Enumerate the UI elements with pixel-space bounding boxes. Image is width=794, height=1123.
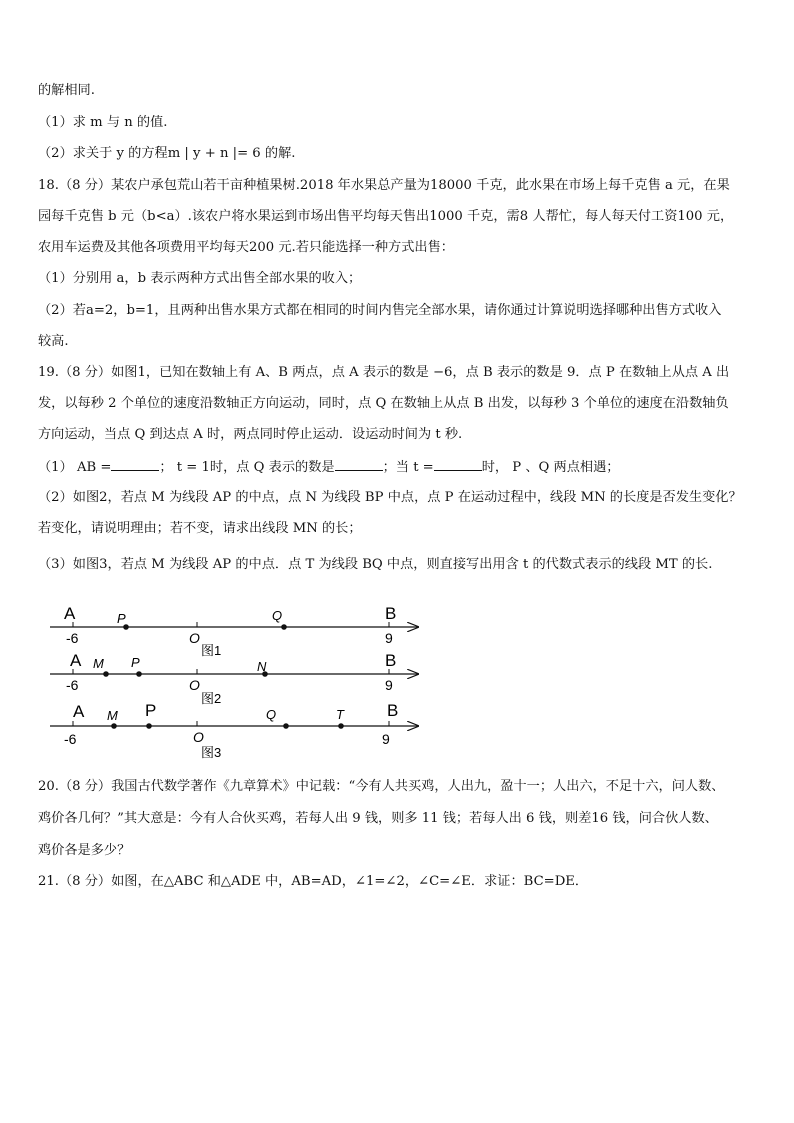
fig1-label-o: O — [189, 630, 200, 646]
q18-line1: 18.（8 分）某农户承包荒山若干亩种植果树.2018 年水果总产量为18000 千克，此水果在市场上每千克售 a 元，在果 — [38, 178, 730, 193]
figure-2 — [50, 651, 418, 706]
fig3-point-q — [283, 723, 289, 729]
fig1-label-q: Q — [272, 608, 283, 623]
q17-part2: （2）求关于 y 的方程m | y + n |= 6 的解. — [38, 146, 296, 161]
fig1-label-9: 9 — [385, 630, 393, 646]
q18-line2: 园每千克售 b 元（b<a）.该农户将水果运到市场出售平均每天售出1000 千克，需8 人帮忙，每人每天付工资100 元， — [38, 209, 734, 224]
figure-1 — [50, 604, 418, 658]
fig2-label-o: O — [189, 677, 200, 693]
fig3-point-p — [146, 723, 152, 729]
q19-part1-d: 时， P 、Q 两点相遇； — [481, 460, 620, 475]
q19-part2a: （2）如图2，若点 M 为线段 AP 的中点，点 N 为线段 BP 中点，点 P 在运动过程中，线段 MN 的长度是否发生变化？ — [38, 490, 742, 505]
fig3-point-m — [111, 723, 117, 729]
q19-part3: （3）如图3，若点 M 为线段 AP 的中点．点 T 为线段 BQ 中点，则直接写出用含 t 的代数式表示的线段 MT 的长. — [38, 557, 713, 572]
fig1-label-b: B — [385, 604, 397, 623]
q19-part1-a: （1） AB = — [38, 460, 112, 475]
fig1-point-q — [281, 624, 287, 630]
fig3-label-b: B — [387, 701, 399, 720]
q19-part2b: 若变化，请说明理由；若不变，请求出线段 MN 的长； — [38, 521, 362, 536]
fig3-label-q: Q — [266, 707, 277, 722]
q20-line3: 鸡价各是多少？ — [38, 843, 131, 858]
fig3-label-o: O — [193, 729, 204, 745]
q19-part1-b: ； t = 1时，点 Q 表示的数是 — [159, 460, 335, 475]
fig2-label-b: B — [385, 651, 397, 670]
q18-part2a: （2）若a=2，b=1，且两种出售水果方式都在相同的时间内售完全部水果，请你通过计算说明选择哪种出售方式收入 — [38, 303, 722, 318]
fig2-label-9: 9 — [385, 677, 393, 693]
q17-part1: （1）求 m 与 n 的值. — [38, 115, 168, 130]
q21-line1: 21.（8 分）如图，在△ABC 和△ADE 中，AB=AD，∠1=∠2，∠C=∠E．求证：BC=DE． — [38, 874, 589, 889]
fig1-caption: 图1 — [201, 643, 222, 658]
q19-line1: 19.（8 分）如图1，已知在数轴上有 A、B 两点，点 A 表示的数是 −6，点 B 表示的数是 9．点 P 在数轴上从点 A 出 — [38, 365, 730, 380]
fig2-caption: 图2 — [201, 691, 222, 706]
q20-line2: 鸡价各几何？”其大意是：今有人合伙买鸡，若每人出 9 钱，则多 11 钱；若每人出 6 钱，则差16 钱，问合伙人数、 — [38, 811, 718, 826]
fig1-label-p: P — [117, 611, 126, 626]
fig3-label-neg6: -6 — [64, 731, 77, 747]
fig2-label-neg6: -6 — [66, 677, 79, 693]
q20-line1: 20.（8 分）我国古代数学著作《九章算术》中记载：“今有人共买鸡，人出九，盈十一；人出六，不足十六，问人数、 — [38, 779, 725, 794]
fig2-label-p: P — [131, 655, 140, 670]
fig2-point-p — [136, 671, 142, 677]
fig2-point-m — [103, 671, 109, 677]
fig3-label-p: P — [145, 701, 157, 720]
fig1-label-neg6: -6 — [66, 630, 79, 646]
fig2-label-m: M — [93, 656, 104, 671]
q19-line3: 方向运动，当点 Q 到达点 A 时，两点同时停止运动．设运动时间为 t 秒. — [38, 427, 463, 442]
q19-line2: 发，以每秒 2 个单位的速度沿数轴正方向运动，同时，点 Q 在数轴上从点 B 出发，以每秒 3 个单位的速度在沿数轴负 — [38, 396, 729, 411]
fig3-label-m: M — [107, 708, 118, 723]
fig3-point-t — [338, 723, 344, 729]
intro-tail: 的解相同. — [38, 83, 95, 98]
q18-part1: （1）分别用 a，b 表示两种方式出售全部水果的收入； — [38, 271, 362, 286]
fig3-caption: 图3 — [201, 745, 222, 760]
fig2-label-n: N — [257, 659, 267, 674]
fig3-label-t: T — [336, 707, 344, 722]
fig2-label-a: A — [70, 651, 82, 670]
q18-part2b: 较高. — [38, 334, 69, 349]
q19-part1-c: ；当 t = — [382, 460, 434, 475]
fig3-label-9: 9 — [382, 731, 390, 747]
fig3-label-a: A — [73, 702, 85, 721]
figure-3 — [50, 701, 418, 760]
q18-line3: 农用车运费及其他各项费用平均每天200 元.若只能选择一种方式出售： — [38, 240, 454, 255]
fig1-label-a: A — [64, 604, 76, 623]
